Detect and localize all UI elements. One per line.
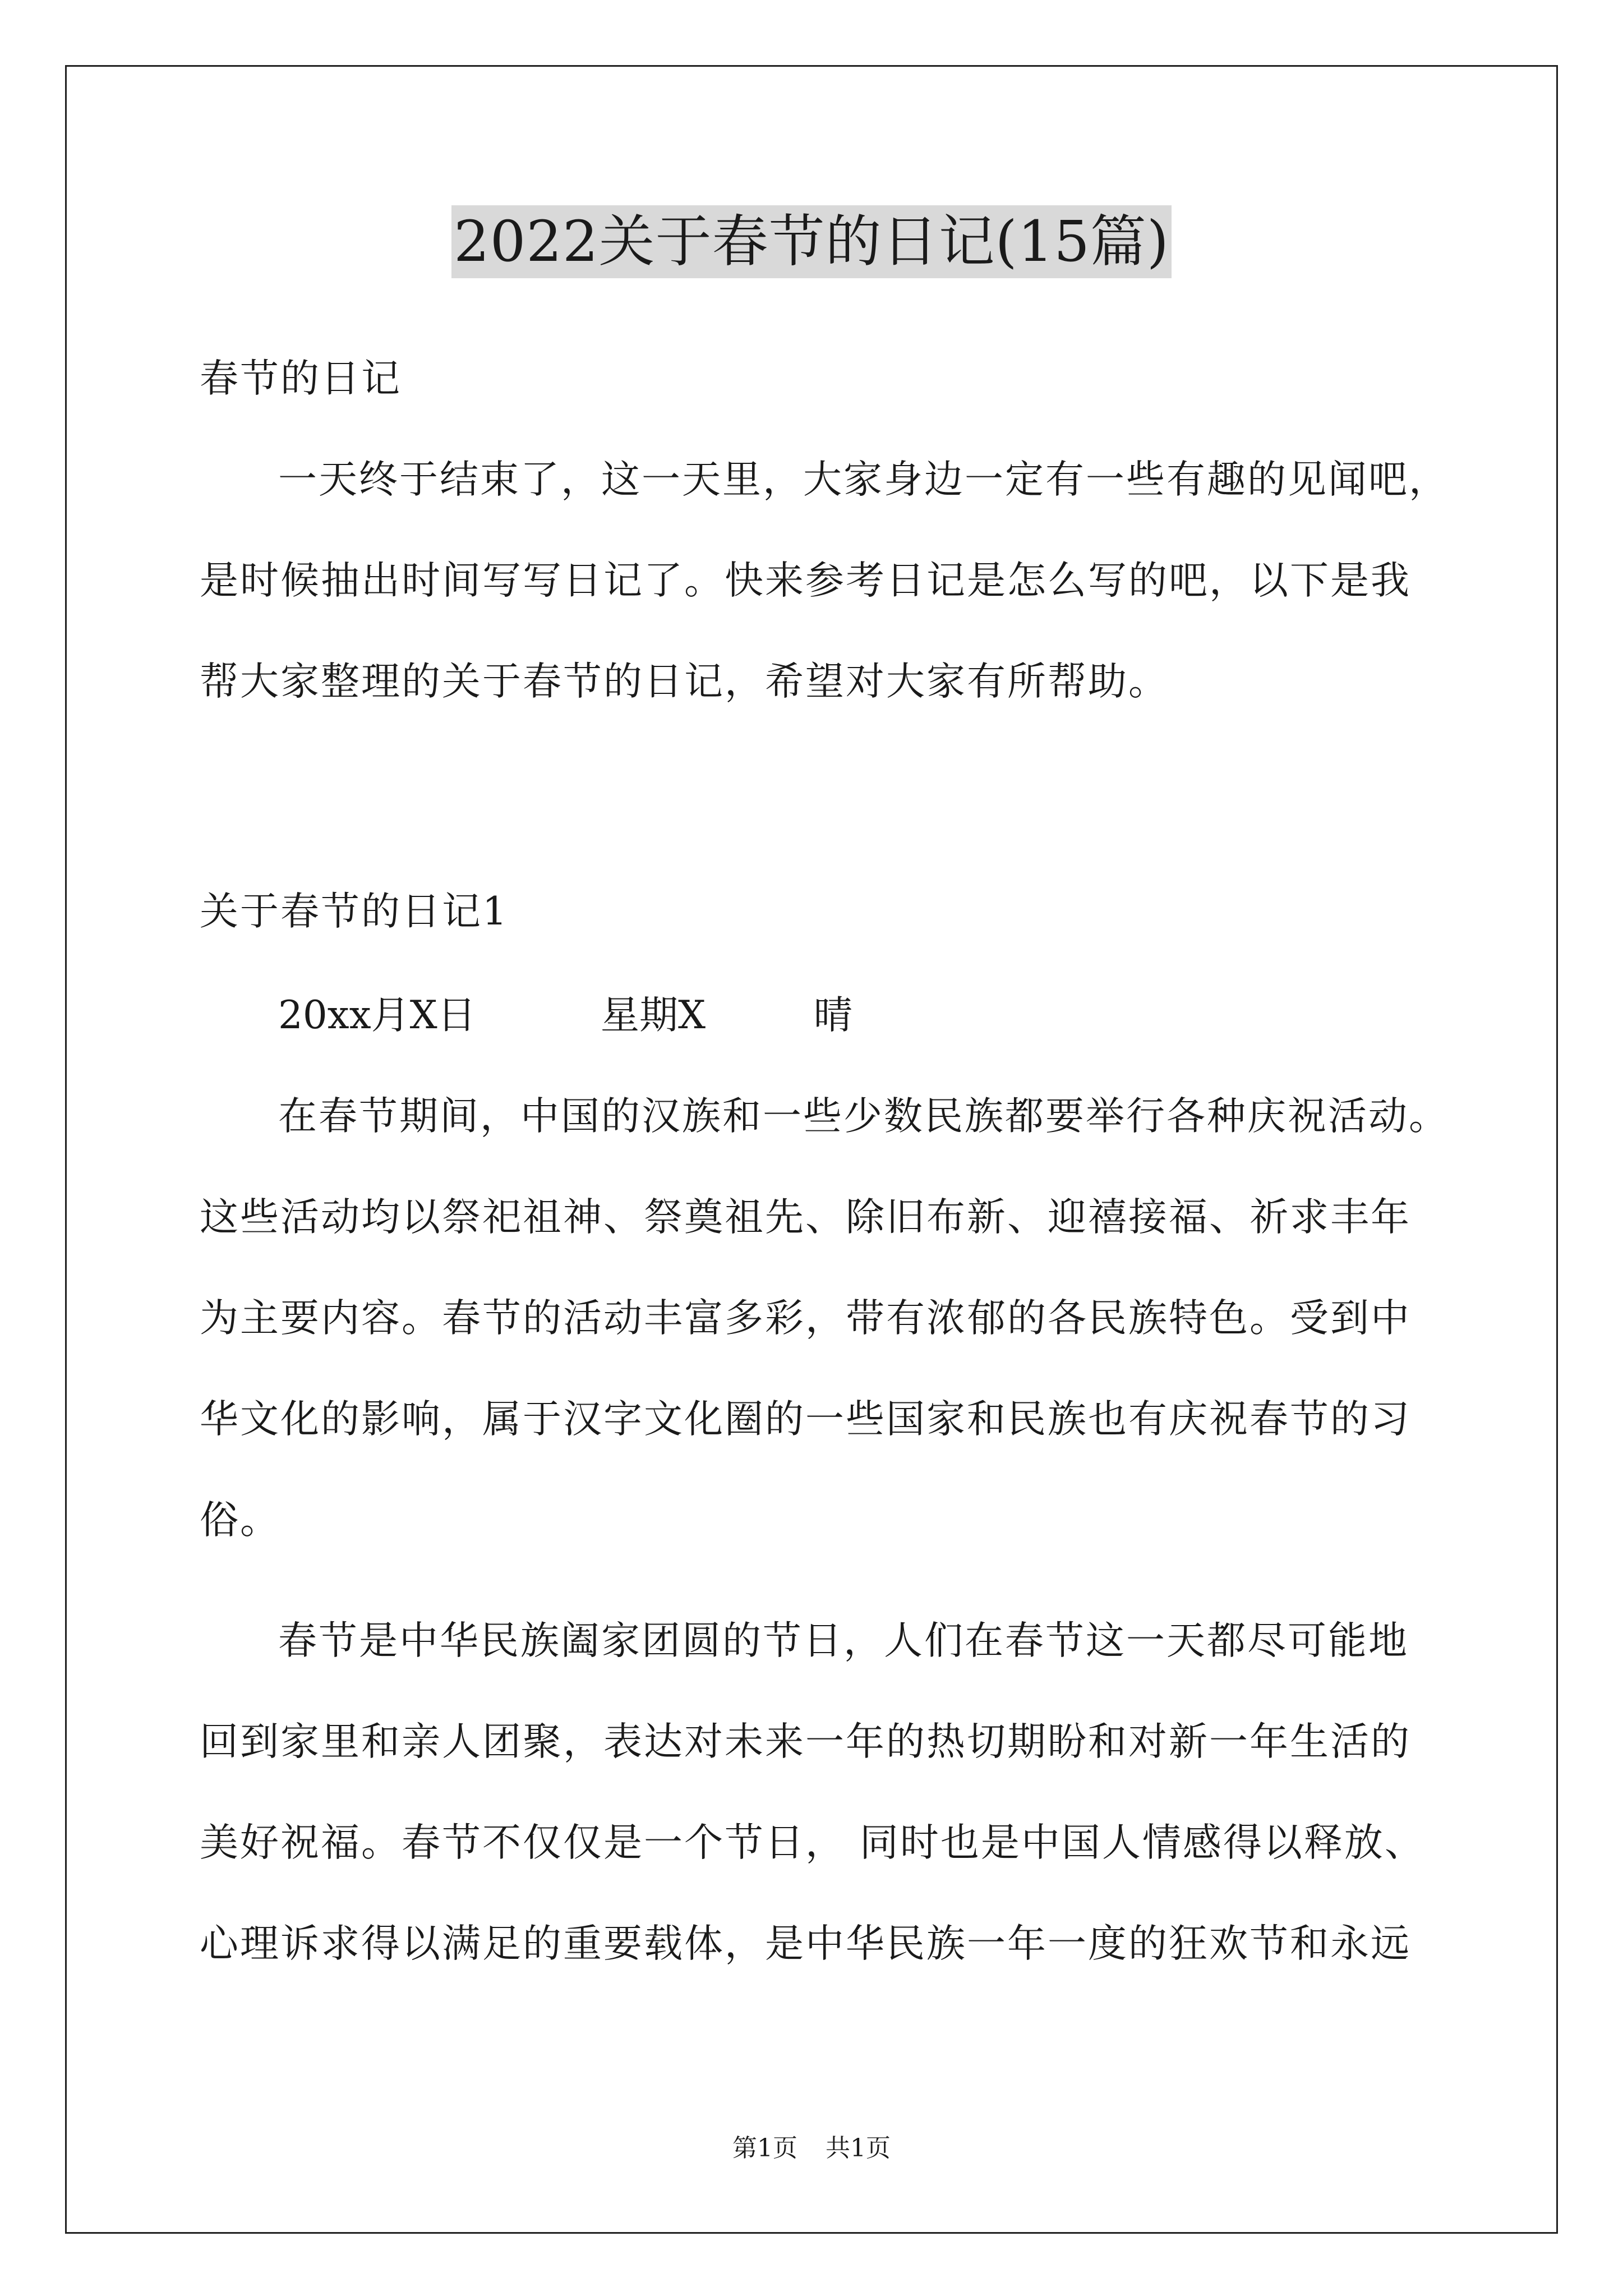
paragraph-line: 为主要内容。春节的活动丰富多彩，带有浓郁的各民族特色。受到中 <box>200 1296 1411 1341</box>
diary-heading: 关于春节的日记1 <box>200 889 509 934</box>
title-container <box>0 205 1623 278</box>
section-heading: 春节的日记 <box>200 356 402 401</box>
diary-meta <box>278 990 852 1041</box>
document-title: 2022关于春节的日记(15篇) <box>451 205 1172 278</box>
diary-weekday: 星期X <box>601 993 706 1038</box>
paragraph-line: 在春节期间，中国的汉族和一些少数民族都要举行各种庆祝活动。 <box>278 1094 1449 1139</box>
paragraph-line: 心理诉求得以满足的重要载体，是中华民族一年一度的狂欢节和永远 <box>200 1921 1411 1966</box>
intro-line: 帮大家整理的关于春节的日记，希望对大家有所帮助。 <box>200 659 1169 704</box>
paragraph-line: 华文化的影响，属于汉字文化圈的一些国家和民族也有庆祝春节的习 <box>200 1397 1411 1442</box>
intro-line: 是时候抽出时间写写日记了。快来参考日记是怎么写的吧，以下是我 <box>200 558 1411 603</box>
page-footer <box>0 2132 1623 2165</box>
paragraph-line: 俗。 <box>200 1498 280 1543</box>
page-number: 第1页 <box>732 2134 797 2162</box>
paragraph-line: 春节是中华民族阖家团圆的节日，人们在春节这一天都尽可能地 <box>278 1618 1409 1663</box>
paragraph-line: 这些活动均以祭祀祖神、祭奠祖先、除旧布新、迎禧接福、祈求丰年 <box>200 1195 1411 1240</box>
intro-line: 一天终于结束了，这一天里，大家身边一定有一些有趣的见闻吧， <box>278 457 1449 502</box>
page-total: 共1页 <box>826 2134 891 2162</box>
diary-date: 20xx月X日 <box>278 993 476 1038</box>
diary-weather: 晴 <box>814 993 852 1038</box>
paragraph-line: 回到家里和亲人团聚，表达对未来一年的热切期盼和对新一年生活的 <box>200 1719 1411 1764</box>
paragraph-line: 美好祝福。春节不仅仅是一个节日， 同时也是中国人情感得以释放、 <box>200 1820 1425 1865</box>
